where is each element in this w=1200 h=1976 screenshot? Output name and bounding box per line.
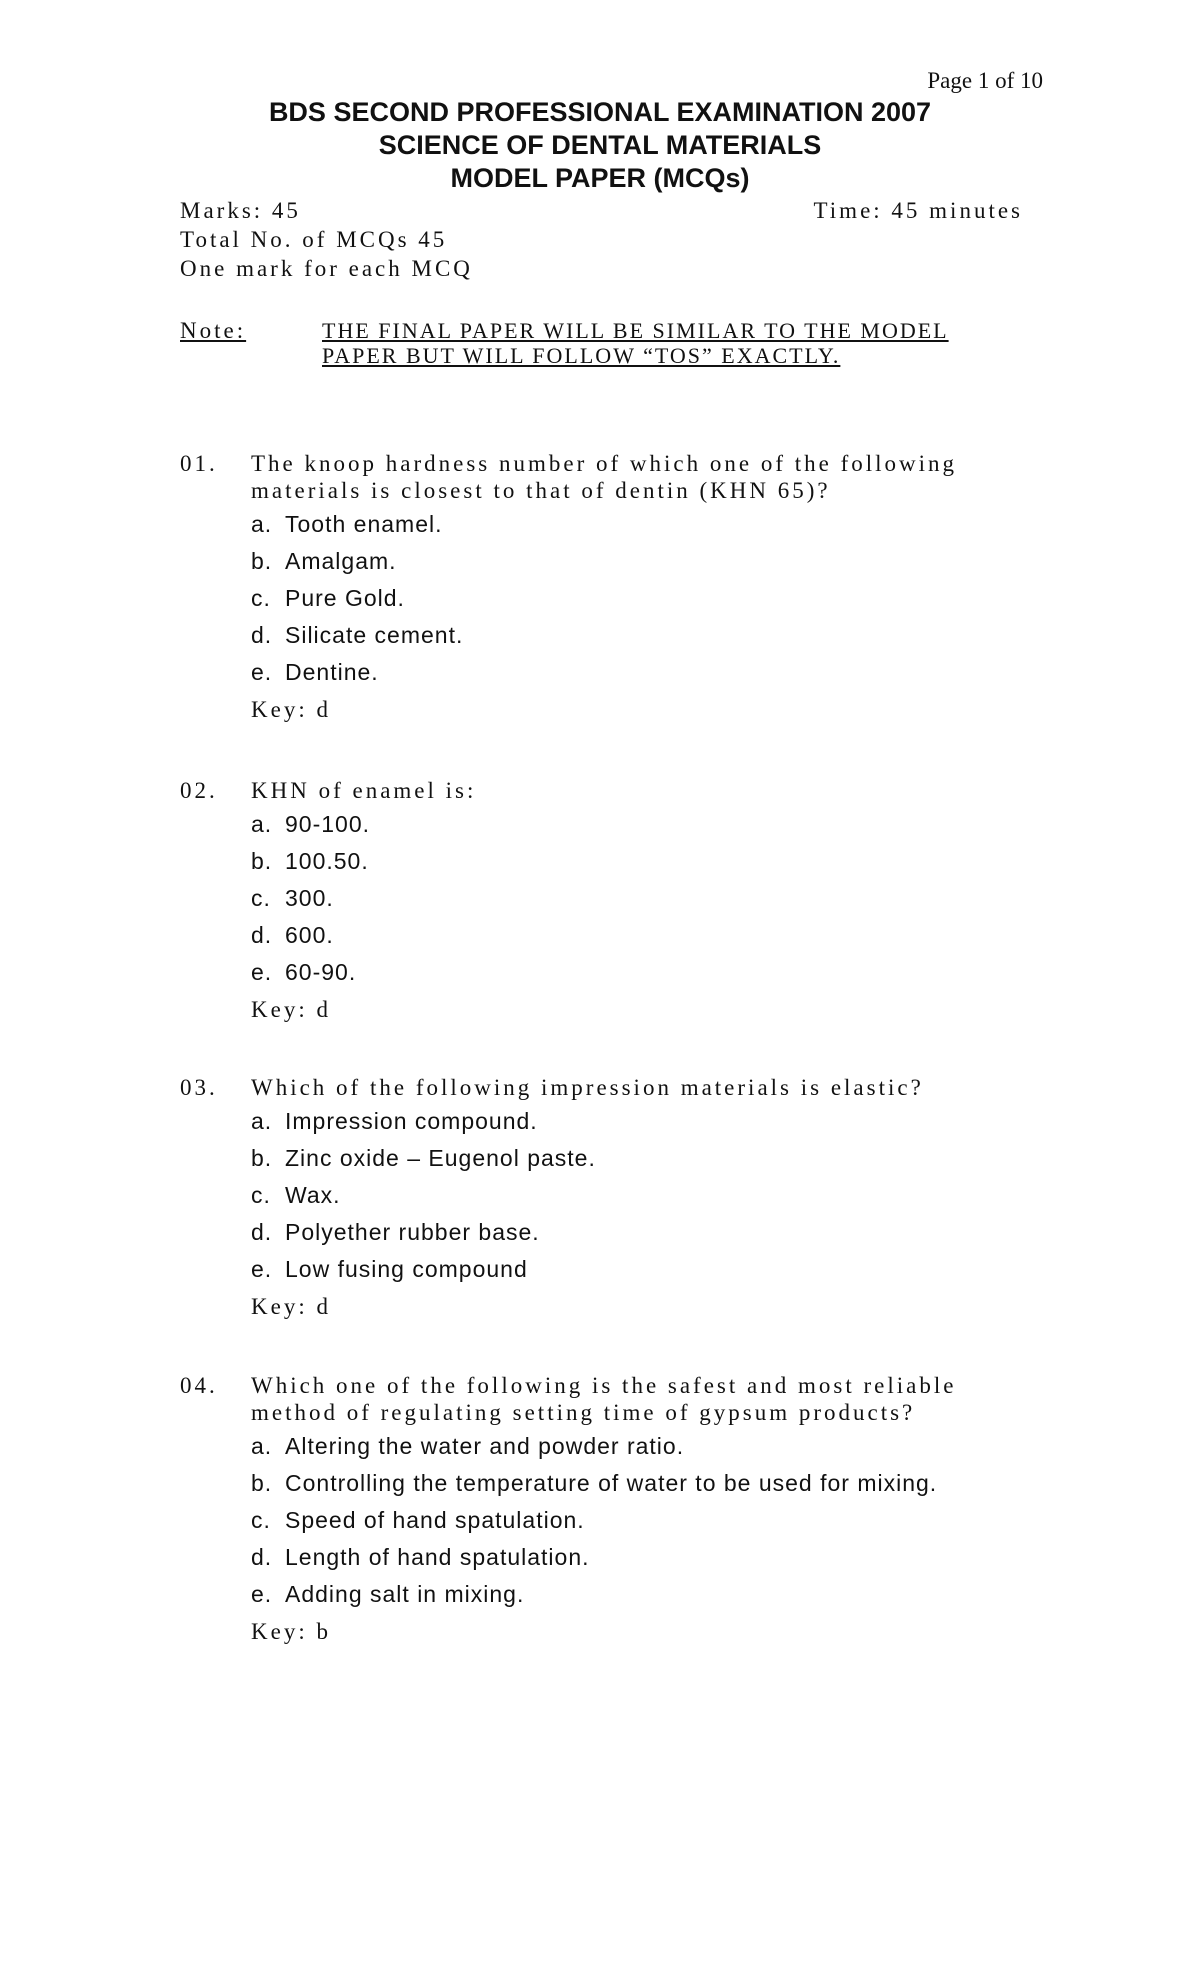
exam-title-line-1: BDS SECOND PROFESSIONAL EXAMINATION 2007 xyxy=(268,97,932,127)
option-d: d. Silicate cement. xyxy=(251,622,464,648)
answer-key: Key: d xyxy=(251,1294,331,1319)
answer-key: Key: d xyxy=(251,697,331,722)
time-label: Time: 45 minutes xyxy=(813,198,1023,223)
note-text-line-2: PAPER BUT WILL FOLLOW “TOS” EXACTLY. xyxy=(322,343,841,368)
option-b: b. 100.50. xyxy=(251,848,369,874)
question-number: 02. xyxy=(180,778,218,803)
question-2 xyxy=(180,777,1030,1025)
option-a: a. 90-100. xyxy=(251,811,371,837)
option-b: b. Amalgam. xyxy=(251,548,397,574)
option-e: e. 60-90. xyxy=(251,959,357,985)
option-e: e. Adding salt in mixing. xyxy=(251,1581,525,1607)
option-c: c. Wax. xyxy=(251,1182,341,1208)
marks-label: Marks: 45 xyxy=(180,198,301,223)
option-list xyxy=(251,1428,1030,1613)
question-1 xyxy=(180,450,1030,725)
option-b: b. Controlling the temperature of water to be used for mixing. xyxy=(251,1470,938,1496)
question-number: 01. xyxy=(180,451,218,476)
question-text: The knoop hardness number of which one of the following materials is closest to that of dentin (KHN 65)? xyxy=(251,451,958,503)
question-number: 03. xyxy=(180,1075,218,1100)
option-c: c. Pure Gold. xyxy=(251,585,405,611)
option-list xyxy=(251,806,1030,991)
option-a: a. Altering the water and powder ratio. xyxy=(251,1433,685,1459)
option-d: d. Polyether rubber base. xyxy=(251,1219,540,1245)
note-text-line-1: THE FINAL PAPER WILL BE SIMILAR TO THE MODEL xyxy=(322,318,949,343)
option-list xyxy=(251,1103,1030,1288)
option-a: a. Tooth enamel. xyxy=(251,511,443,537)
question-4 xyxy=(180,1372,1030,1647)
exam-meta xyxy=(180,196,1023,283)
marks-per-mcq-label: One mark for each MCQ xyxy=(180,256,473,281)
option-e: e. Low fusing compound xyxy=(251,1256,528,1282)
option-c: c. 300. xyxy=(251,885,334,911)
note xyxy=(180,318,1030,368)
question-3 xyxy=(180,1074,1030,1322)
note-text xyxy=(322,318,949,368)
option-d: d. 600. xyxy=(251,922,334,948)
exam-title xyxy=(0,96,1200,195)
total-mcqs-label: Total No. of MCQs 45 xyxy=(180,227,448,252)
question-number: 04. xyxy=(180,1373,218,1398)
option-b: b. Zinc oxide – Eugenol paste. xyxy=(251,1145,596,1171)
question-text: Which of the following impression materials is elastic? xyxy=(251,1075,924,1100)
option-d: d. Length of hand spatulation. xyxy=(251,1544,590,1570)
exam-title-line-2: SCIENCE OF DENTAL MATERIALS xyxy=(378,130,822,160)
option-a: a. Impression compound. xyxy=(251,1108,538,1134)
page-number: Page 1 of 10 xyxy=(927,68,1043,93)
answer-key: Key: d xyxy=(251,997,331,1022)
exam-title-line-3: MODEL PAPER (MCQs) xyxy=(450,163,750,193)
option-list xyxy=(251,506,1030,691)
question-text: Which one of the following is the safest and most reliable method of regulating setting time of gypsum products? xyxy=(251,1373,957,1425)
option-e: e. Dentine. xyxy=(251,659,379,685)
answer-key: Key: b xyxy=(251,1619,331,1644)
question-text: KHN of enamel is: xyxy=(251,778,477,803)
option-c: c. Speed of hand spatulation. xyxy=(251,1507,585,1533)
note-label: Note: xyxy=(180,318,247,343)
